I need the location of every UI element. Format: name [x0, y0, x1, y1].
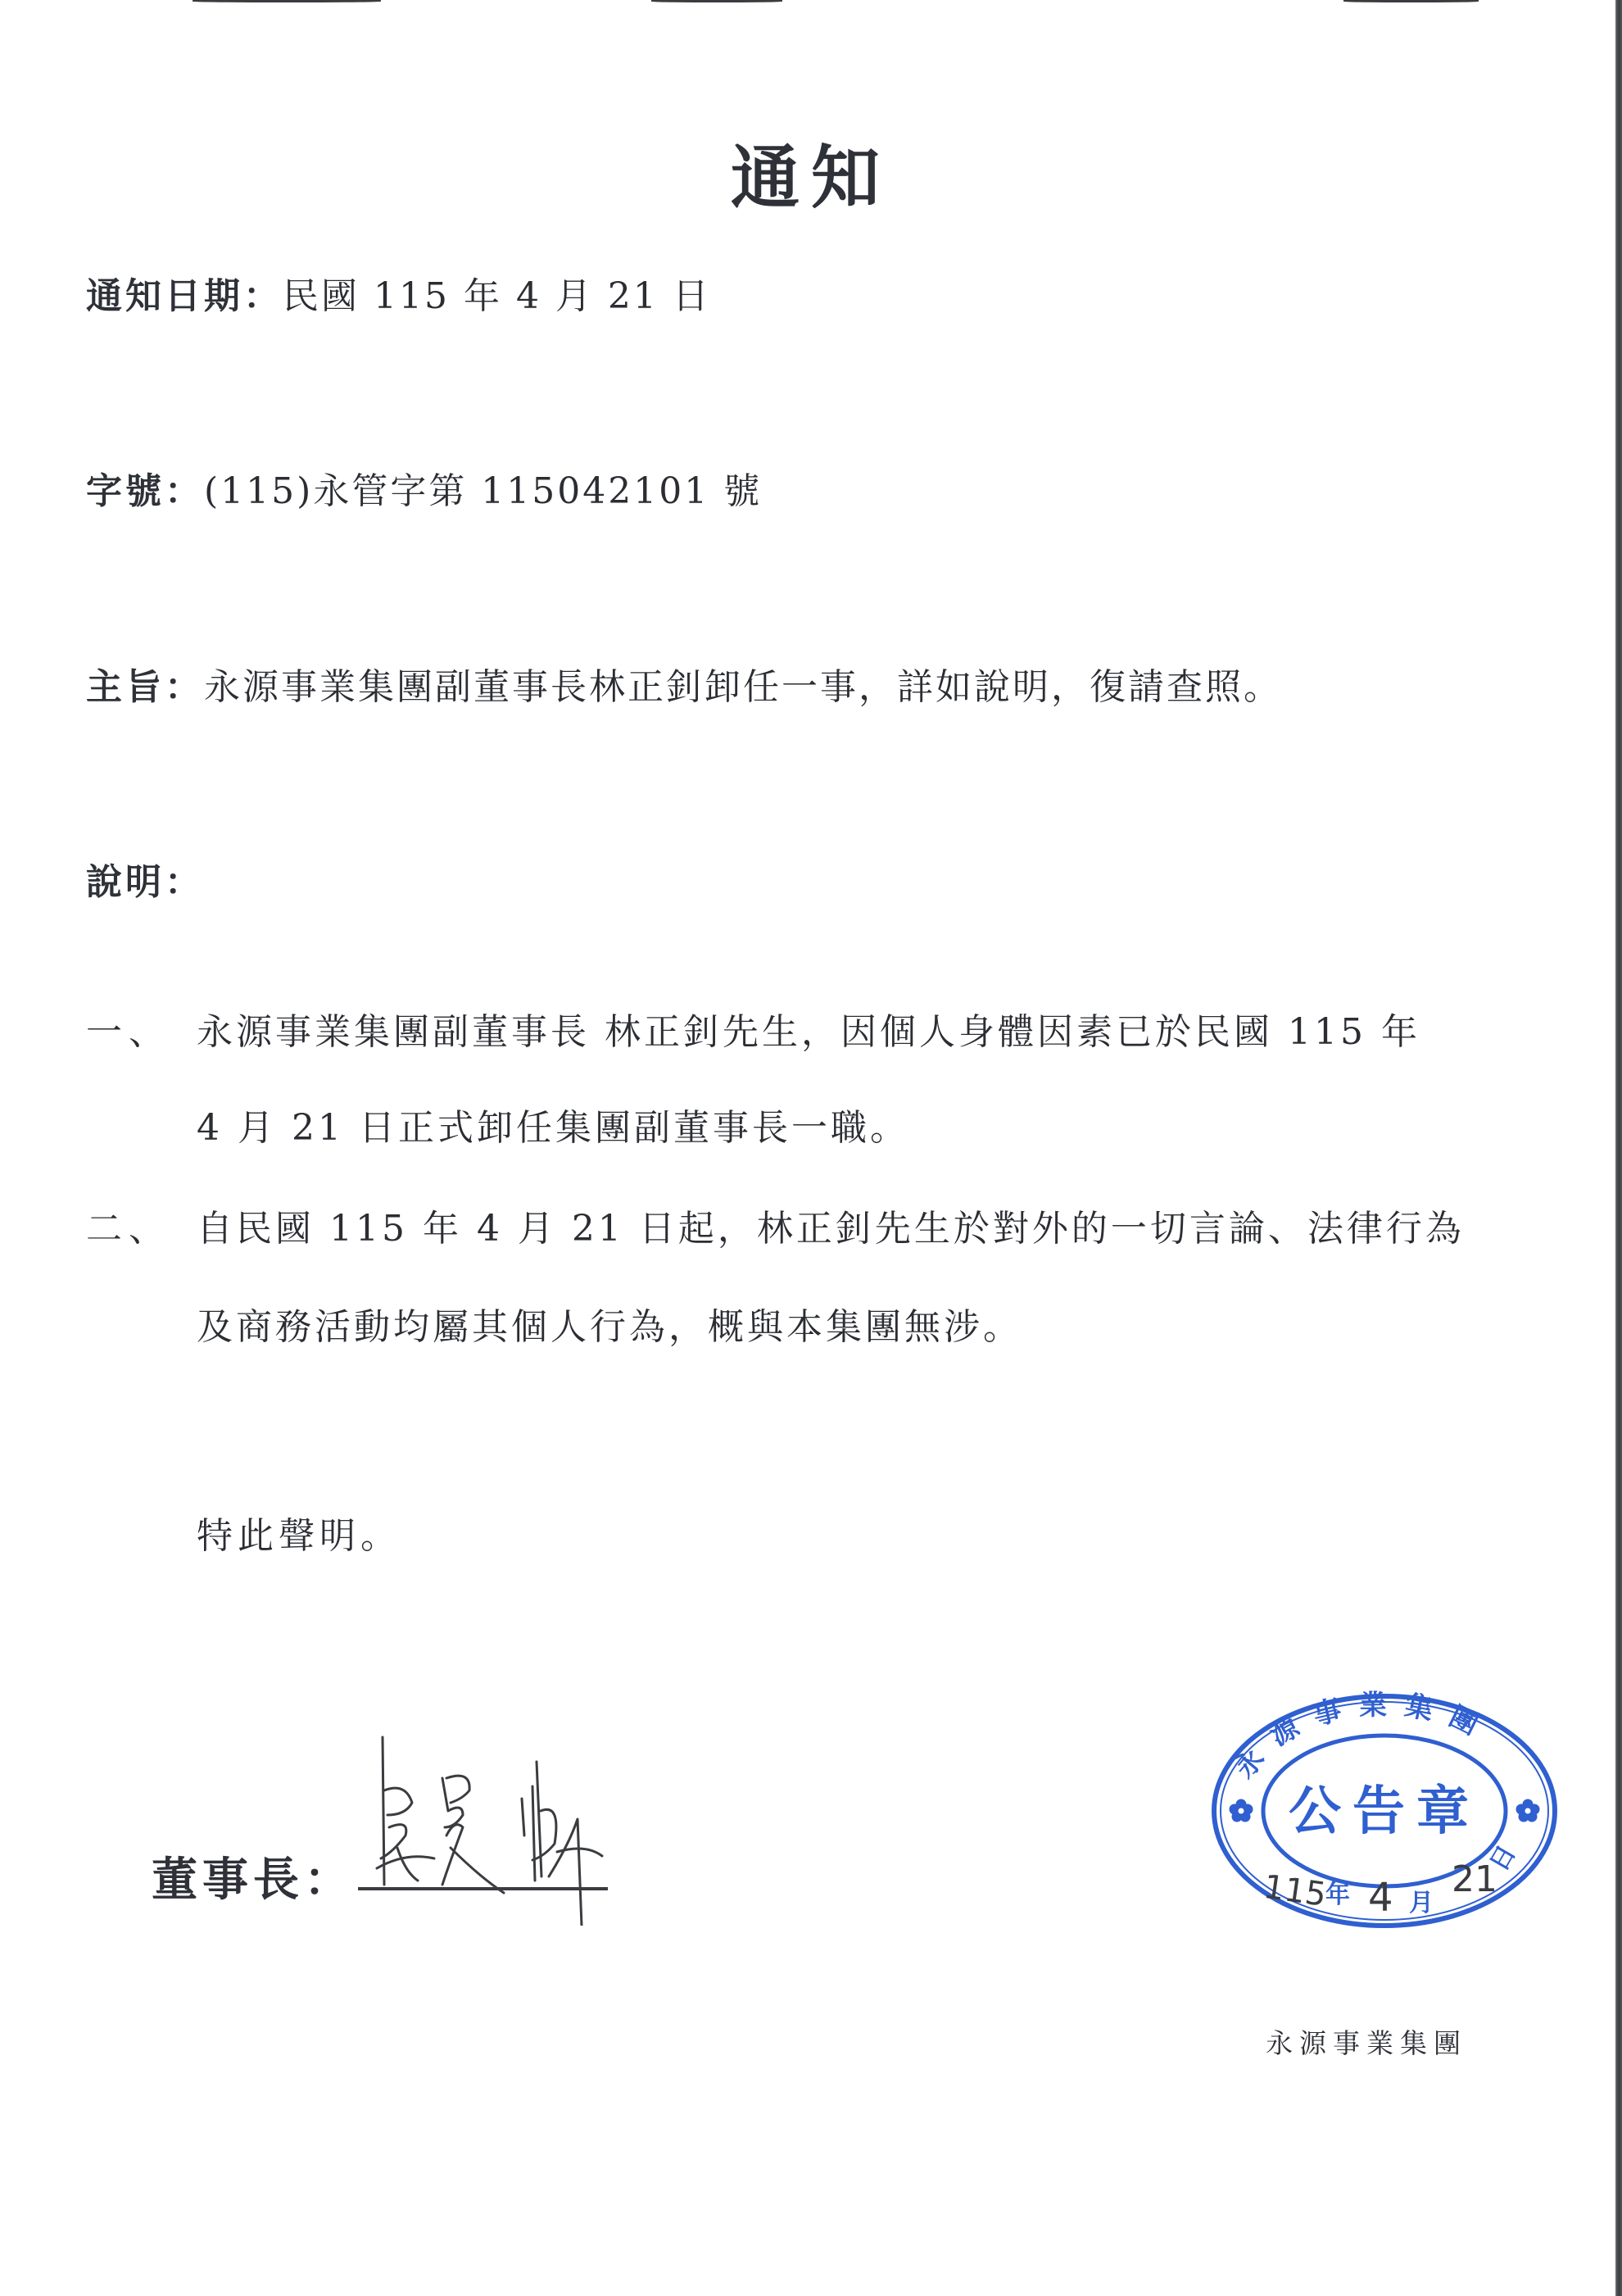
subject-label: 主旨：: [86, 666, 204, 708]
seal-handwritten-year: 115: [1261, 1867, 1329, 1914]
closing-statement: 特此聲明。: [197, 1515, 401, 1557]
reference-number-field: [86, 470, 763, 512]
official-seal: [1204, 1688, 1565, 1934]
item-marker: 一、: [86, 1011, 171, 1053]
notice-date-label: 通知日期：: [86, 275, 283, 317]
seal-outer-text: 永源事業集團: [1228, 1688, 1498, 1786]
scan-edge-top-artifact: [1343, 0, 1479, 2]
explanation-item-1: [86, 1011, 1528, 1149]
seal-handwritten-day: 21: [1452, 1858, 1497, 1900]
seal-center-text: 公告章: [1289, 1781, 1480, 1842]
explanation-heading: [86, 861, 204, 903]
chairman-label: 董事長：: [152, 1854, 355, 1907]
scan-edge-top-artifact: [651, 0, 782, 2]
seal-day-label: 日: [1484, 1840, 1522, 1876]
explanation-label: 說明：: [86, 861, 204, 903]
item-line: 4 月 21 日正式卸任集團副董事長一職。: [197, 1107, 909, 1149]
notice-date-field: [86, 275, 711, 317]
item-line: 自民國 115 年 4 月 21 日起，林正釗先生於對外的一切言論、法律行為: [197, 1208, 1465, 1250]
chairman-signature-block: [152, 1778, 741, 1942]
seal-month-label: 月: [1409, 1889, 1434, 1917]
notice-date-value: 民國 115 年 4 月 21 日: [283, 275, 711, 317]
explanation-item-2: [86, 1208, 1528, 1348]
issuer-name: 永源事業集團: [1266, 2027, 1467, 2059]
scan-edge-top-artifact: [193, 0, 381, 2]
handwritten-signature-icon: [373, 1713, 635, 1926]
subject-value: 永源事業集團副董事長林正釗卸任一事，詳如說明，復請查照。: [204, 666, 1282, 708]
item-line: 及商務活動均屬其個人行為，概與本集團無涉。: [197, 1306, 1022, 1348]
reference-number-label: 字號：: [86, 470, 204, 512]
document-title: 通知: [730, 138, 891, 218]
official-seal-icon: [1204, 1688, 1565, 1934]
reference-number-value: (115)永管字第 115042101 號: [204, 470, 763, 512]
item-marker: 二、: [86, 1208, 171, 1250]
seal-year-label: 年: [1325, 1881, 1350, 1909]
item-line: 永源事業集團副董事長 林正釗先生，因個人身體因素已於民國 115 年: [197, 1011, 1420, 1053]
seal-handwritten-month: 4: [1368, 1875, 1393, 1921]
scan-edge-right-artifact: [1615, 0, 1622, 2296]
subject-field: [86, 666, 1282, 708]
signature-underline: [358, 1887, 608, 1890]
